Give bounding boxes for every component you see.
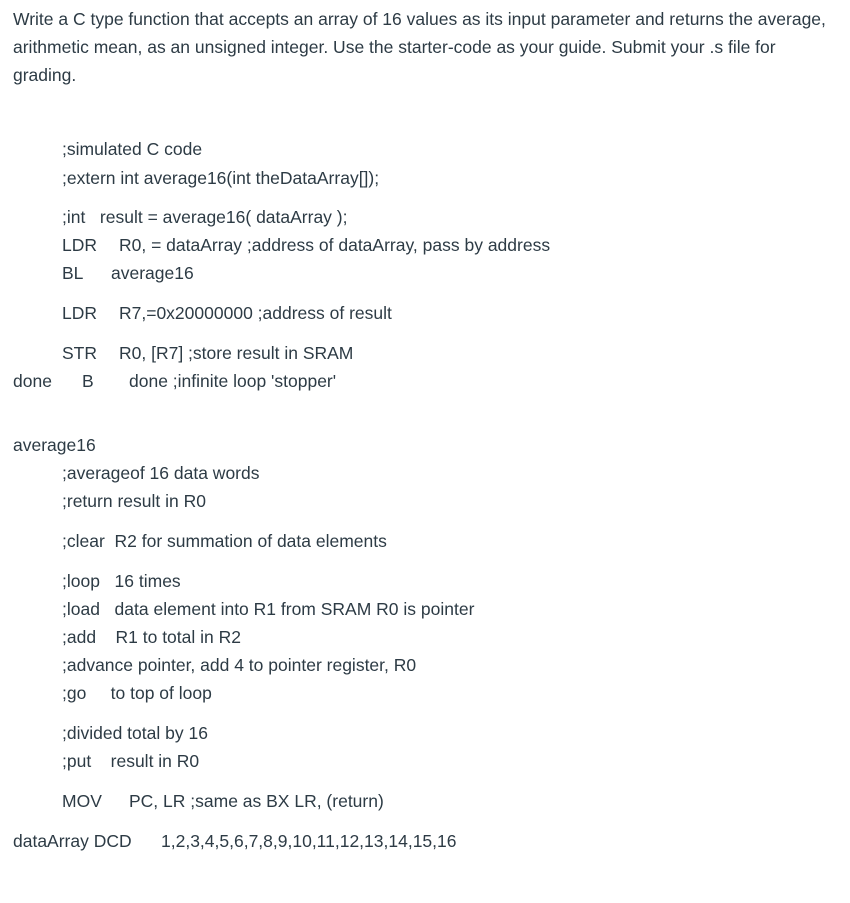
comment-average: ;averageof 16 data words bbox=[62, 463, 260, 483]
data-array-label: dataArray DCD bbox=[13, 831, 132, 851]
ldr2-opcode: LDR bbox=[62, 303, 98, 323]
comment-advance: ;advance pointer, add 4 to pointer register, R0 bbox=[62, 655, 417, 675]
comment-go: ;go to top of loop bbox=[62, 683, 212, 703]
str-operands: R0, [R7] ;store result in SRAM bbox=[119, 343, 354, 363]
comment-clear: ;clear R2 for summation of data elements bbox=[62, 531, 387, 551]
comment-result: ;int result = average16( dataArray ); bbox=[62, 207, 348, 227]
comment-loop: ;loop 16 times bbox=[62, 571, 181, 591]
ldr2-operands: R7,=0x20000000 ;address of result bbox=[119, 303, 392, 323]
data-array-values: 1,2,3,4,5,6,7,8,9,10,11,12,13,14,15,16 bbox=[161, 831, 457, 851]
bl-operands: average16 bbox=[111, 263, 194, 283]
average16-label: average16 bbox=[13, 435, 96, 455]
comment-simulated: ;simulated C code bbox=[62, 139, 203, 159]
comment-extern: ;extern int average16(int theDataArray[]); bbox=[62, 168, 380, 188]
assignment-prompt: Write a C type function that accepts an array of 16 values as its input parameter and returns the average, arithmetic mean, as an unsigned integer. Use the starter-code as your guide. Submit your .s file for grading. bbox=[13, 9, 826, 85]
mov-opcode: MOV bbox=[62, 791, 102, 811]
str-opcode: STR bbox=[62, 343, 97, 363]
ldr1-opcode: LDR bbox=[62, 235, 98, 255]
comment-divide: ;divided total by 16 bbox=[62, 723, 208, 743]
mov-operands: PC, LR ;same as BX LR, (return) bbox=[129, 791, 384, 811]
done-label: done bbox=[13, 371, 52, 391]
ldr1-operands: R0, = dataArray ;address of dataArray, pass by address bbox=[119, 235, 551, 255]
comment-return: ;return result in R0 bbox=[62, 491, 206, 511]
comment-put: ;put result in R0 bbox=[62, 751, 200, 771]
bl-opcode: BL bbox=[62, 263, 84, 283]
b-operands: done ;infinite loop 'stopper' bbox=[129, 371, 337, 391]
comment-load: ;load data element into R1 from SRAM R0 is pointer bbox=[62, 599, 475, 619]
b-opcode: B bbox=[82, 371, 94, 391]
comment-add: ;add R1 to total in R2 bbox=[62, 627, 241, 647]
